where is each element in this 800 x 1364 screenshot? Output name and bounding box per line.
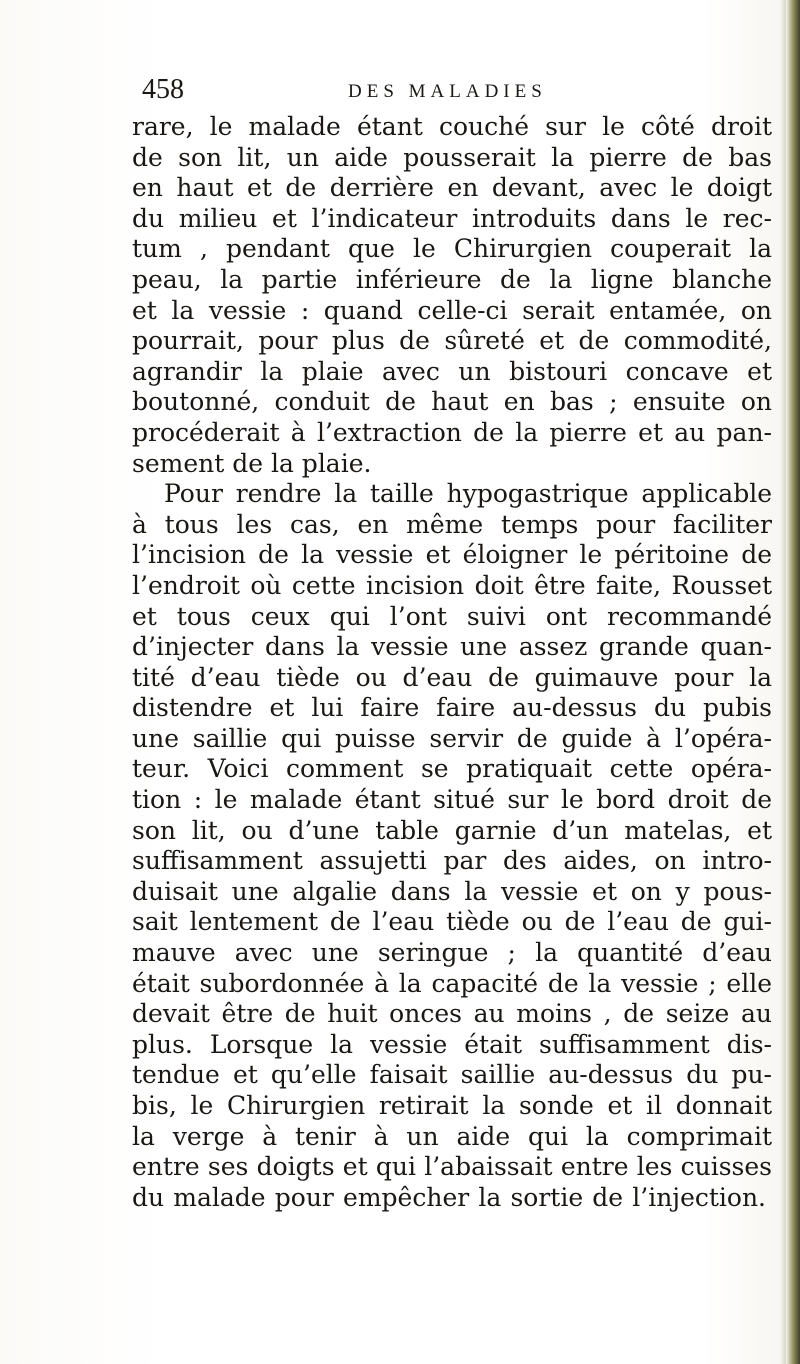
text-line: et la vessie : quand celle-ci serait entamée, on xyxy=(132,295,772,325)
text-line: entre ses doigts et qui l’abaissait entre les cuisses xyxy=(132,1152,772,1182)
text-line: bis, le Chirurgien retirait la sonde et il donnait xyxy=(132,1091,772,1120)
text-line: une saillie qui puisse servir de guide à l’opéra- xyxy=(132,723,772,753)
text-line: tion : le malade étant situé sur le bord droit de xyxy=(132,785,772,815)
text-line: mauve avec une seringue ; la quantité d’eau xyxy=(132,938,772,968)
text-line: d’injecter dans la vessie une assez grande quan- xyxy=(132,632,772,662)
text-line: duisait une algalie dans la vessie et on y pous- xyxy=(132,876,772,906)
text-line: boutonné, conduit de haut en bas ; ensuite on xyxy=(132,387,772,417)
text-line: tité d’eau tiède ou d’eau de guimauve pour la xyxy=(132,662,772,692)
text-line: suffisamment assujetti par des aides, on intro- xyxy=(132,846,772,876)
text-line: procéderait à l’extraction de la pierre et au pan- xyxy=(132,417,772,447)
paragraph-end-line: sement de la plaie. xyxy=(132,448,372,478)
text-line: l’incision de la vessie et éloigner le péritoine de xyxy=(132,540,772,570)
text-line: rare, le malade étant couché sur le côté droit xyxy=(132,112,772,141)
text-line: l’endroit où cette incision doit être faite, Rousset xyxy=(132,570,772,600)
text-line: distendre et lui faire faire au-dessus du pubis xyxy=(132,693,772,723)
text-line: la verge à tenir à un aide qui la comprimait xyxy=(132,1121,772,1151)
text-line: à tous les cas, en même temps pour faciliter xyxy=(132,509,772,539)
text-line: teur. Voici comment se pratiquait cette opéra- xyxy=(132,754,772,784)
running-head: DES MALADIES xyxy=(348,81,547,102)
page-header xyxy=(142,72,622,108)
text-line: tendue et qu’elle faisait saillie au-dessus du pu- xyxy=(132,1060,772,1090)
text-line: de son lit, un aide pousserait la pierre de bas xyxy=(132,142,772,172)
text-line: son lit, ou d’une table garnie d’un matelas, et xyxy=(132,815,772,845)
text-line: pourrait, pour plus de sûreté et de commodité, xyxy=(132,326,772,356)
text-line: était subordonnée à la capacité de la vessie ; elle xyxy=(132,968,772,998)
text-line: devait être de huit onces au moins , de seize au xyxy=(132,999,772,1029)
text-line: agrandir la plaie avec un bistouri concave et xyxy=(132,356,772,386)
text-line: du milieu et l’indicateur introduits dans le rec- xyxy=(132,203,772,233)
text-line: peau, la partie inférieure de la ligne blanche xyxy=(132,264,772,294)
text-line: sait lentement de l’eau tiède ou de l’eau de gui- xyxy=(132,907,772,937)
text-line: du malade pour empêcher la sortie de l’injection. xyxy=(132,1182,766,1212)
page-edge xyxy=(786,0,800,1364)
text-line: et tous ceux qui l’ont suivi ont recommandé xyxy=(132,601,772,631)
page-edge-shadow xyxy=(780,0,786,1364)
page-number: 458 xyxy=(142,74,184,105)
paragraph-start-line: Pour rendre la taille hypogastrique applicable xyxy=(164,479,772,509)
text-line: plus. Lorsque la vessie était suffisamment dis- xyxy=(132,1029,772,1059)
text-line: tum , pendant que le Chirurgien couperait la xyxy=(132,234,772,264)
text-line: en haut et de derrière en devant, avec le doigt xyxy=(132,173,772,203)
body-text xyxy=(132,112,772,1213)
